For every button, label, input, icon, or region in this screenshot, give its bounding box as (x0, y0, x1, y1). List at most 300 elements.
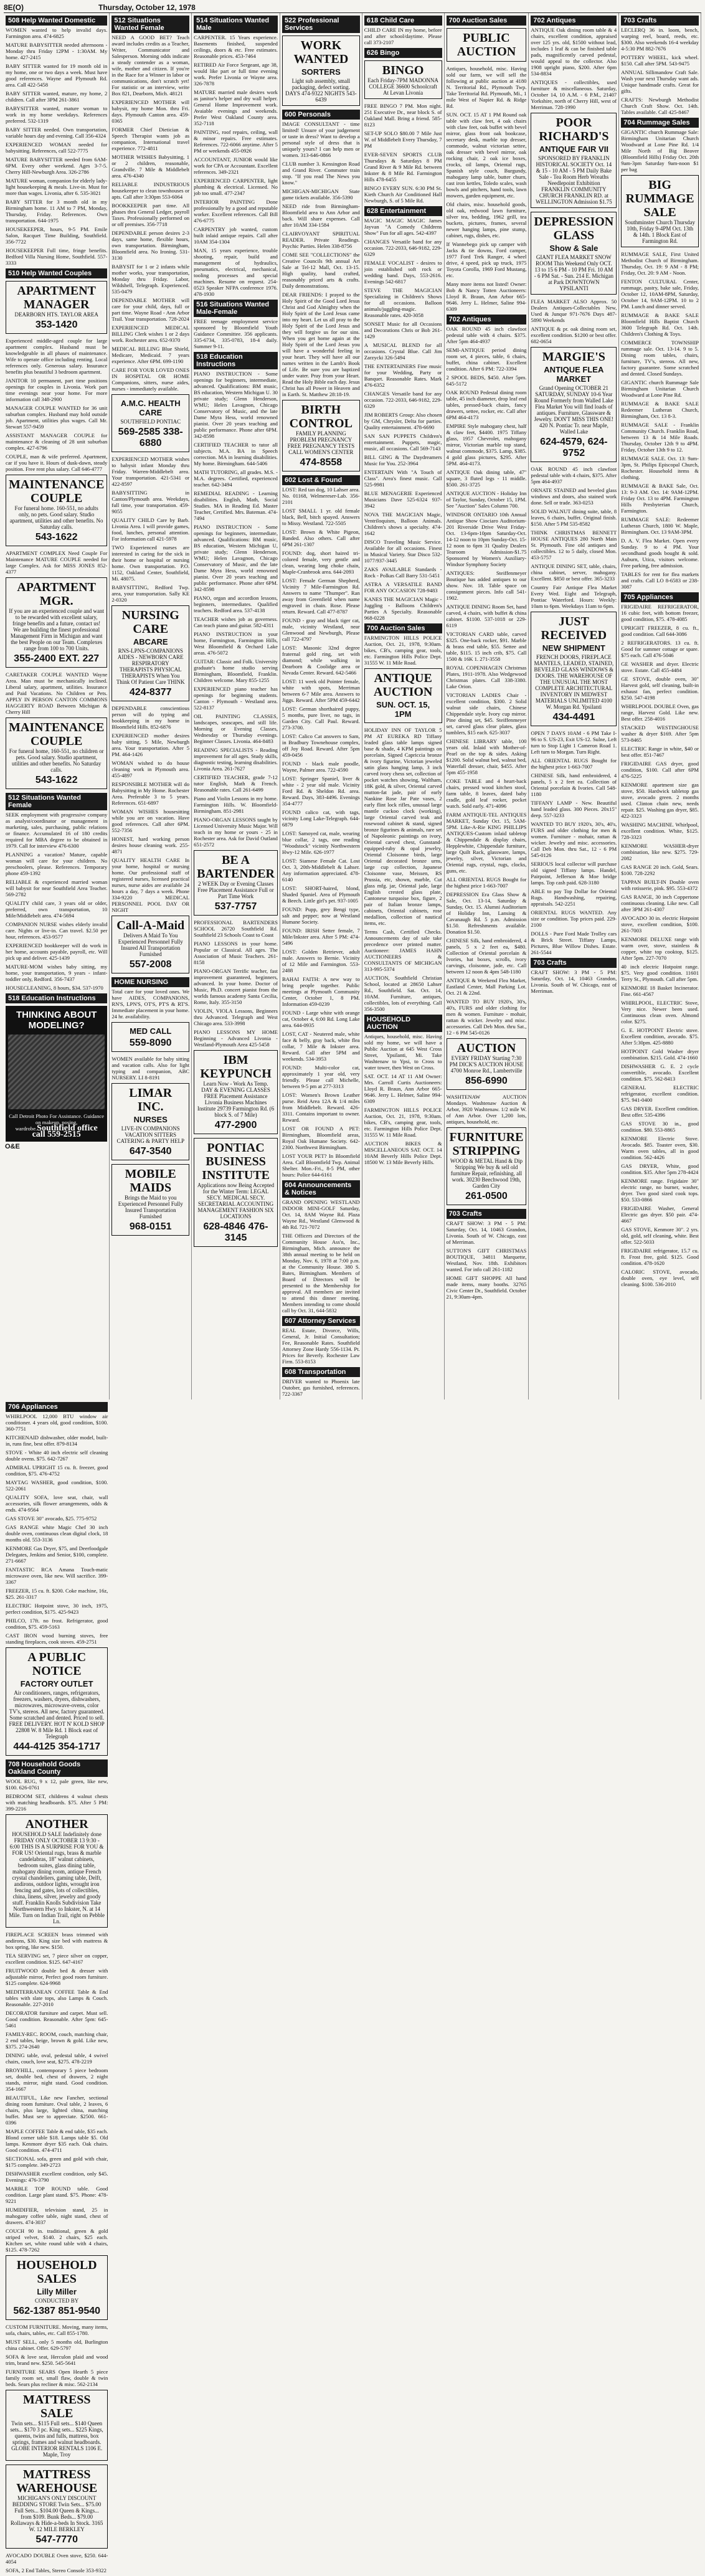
display-ad-tel: 624-4579, 624-9752 (540, 437, 608, 458)
classified-ad: CARPENTER. 15 Years experience. Basements finished, suspended ceilings, doors & etc. Free estimates. Reasonable prices. 453-7464 (194, 34, 278, 59)
classified-ad: ALL ORIENTAL RUGS Bought for the highest price 1-663-7007 (531, 757, 617, 770)
classified-ad: KANES THE MAGICIAN Magic - Juggling - Balloons Children's Parties A Specialty. Reasonable 968-0228 (364, 596, 442, 621)
classified-ad: NOVA THE MAGICIAN Magic, Ventriloquism, Balloon Animals. Children's shows a specialty. 474-1642 (364, 511, 442, 536)
classified-ad: Many more items not listed! Owner: Bob & Nancy Totten Auctioneers: Lloyd R. Braun, Ann Arbor 665-9646. Jerry L. Helmer, Saline 994-6309 (446, 281, 527, 312)
display-ad-sm: Light sub assembly, small packaging, defect sorting. DAYS 474-9322 NIGHTS 543-6439 (285, 78, 357, 103)
display-ad-sm: Brings the Maid to you Experienced Personnel Fully Insured Transportation Furnished (118, 1195, 183, 1219)
display-ad (194, 1138, 278, 1247)
classified-ad: THINK CHRISTMAS BENNETT HOUSE ANTIQUES 280 North Main St. Plymouth. Fine old antiques and collectibles. 12 to 5 daily, closed Mon. 453-5757 (531, 529, 617, 561)
display-ad (111, 394, 189, 452)
display-ad-ph: Southfield office call 559-2515 (32, 1124, 98, 1139)
classified-ad: REAL Estate, Divorce, Wills, General, Jr. Initial Consultation; Fee, Reasonable Rates. Southfield Attorney Zone Hardy 556-1134. Pt. Prices for Beverly. Rochester Law Firm. 553-8153 (282, 1327, 360, 1365)
classified-ad: MAPLE COFFEE Table & end table, $35 each. Blond corner table $18. Lamps table $5. Old lamps. Kenmore dryer $35 each. Oak chairs. Good condition. 474-4711 (6, 2128, 108, 2153)
section-heading: 706 Appliances (6, 1402, 108, 1412)
classified-ad: 2 SPOOL BEDS, $450. After 5pm. 645-5172 (446, 374, 527, 387)
display-ad-sm: Call Detroit Photo For Assistance. Guidance on makeup, posing, wardrobe. (9, 1113, 105, 1132)
classified-ad: FREEZER, 15 cu. ft. $200. Coke machine, 16z, $25. 261-3317 (6, 1588, 108, 1600)
classified-ad: ASSISTANT MANAGER COUPLE for maintenance & cleaning of 28 unit suburban complex. 427-6796 (6, 432, 108, 451)
display-ad-sm: 2 WEEK Day or Evening Classes Free Placement Assistance Full or Part Time Work (197, 881, 274, 899)
classified-ad: MAYTAG WASHER, good condition, $100. 522-2061 (6, 1479, 108, 1492)
classified-ad: EXPERIENCED CARPENTER, light plumbing & electrical. Licensed. No job too small. 477-2347 (194, 178, 278, 196)
display-ad-big: MAINTENANCE COUPLE (9, 478, 105, 505)
classified-ad: LOST: SHORT-haired, blond, Shaded Spaniel. Area of Plymouth & Beech. Little girl's pet. 937-1005 (282, 885, 360, 904)
display-ad (111, 605, 189, 701)
classified-ad: SONSET Music for all Occasions and Decorations Chris or Bob 261-1429 (364, 321, 442, 339)
classified-ad: CHINESE Silk, hand embroidered, 4 panels, 5 x 2 feet ea, $480. Collection of Oriental porcelain & Ivories, hat boxes, scrolls, ivory carvings, cloisonne, jade, etc. Call between 12 noon & 4pm 548-1180 (446, 937, 527, 975)
classified-ad: MANAGER COUPLE WANTED for 36 unit suburban complex. Husband may hold outside job. Apartment, utilities plus wages. Call Mr. Stewart 557-9459 (6, 405, 108, 430)
column-9 (4, 1399, 110, 2576)
display-ad-sm: Delivers A Maid To You Experienced Personnel Fully Insured All Transportation Furnished (118, 932, 183, 957)
classified-ad: ANTIQUE Oak dining room table & 4 chairs, excellent condition, appraised over 125 yrs. old, $1500 without lead, includes 1 leaf & can be finished table pads, magnificently carved pedestal, would appeal to the collector. Also 1908 upright piano, $200. After 6pm 534-8834 (531, 27, 617, 77)
section-heading: HOME NURSING (111, 977, 189, 987)
display-ad (6, 577, 107, 668)
classified-ad: JANITOR 10 permanent, part time positions openings for couples in Livonia. Work part time evenings near your home. For more information call 348-2900 (6, 377, 108, 402)
display-ad-big: MOBILE MAIDS (125, 1167, 176, 1195)
classified-ad: FLEA MARKET ALSO Approx. 50 Dealers Antiques-Collectables New, Used & Junque 971-7676 Days 487-5890 Weekends (531, 298, 617, 323)
classified-ad: SUTTON'S GIFT CHRISTMAS BOUTIQUE, 34811 Marquette, Westland, Nov. 18th. Exhibitors wanted. For info call 261-1182 (446, 1248, 527, 1272)
display-ad-big: POOR RICHARD'S (539, 116, 609, 143)
classified-ad: LOST: Golden Retriever, adult male. Answers to Bernie. Vicinity of 12 Mile and Farmington. 553-2488 (282, 949, 360, 973)
classified-ad: WOMAN wished to do house cleaning work in Plymouth area. 455-4897 (111, 760, 190, 779)
display-ad (621, 175, 699, 247)
display-ad-tel: 477-2900 (214, 1120, 257, 1130)
classified-ad: CRAFT SHOW: 3 PM - 5 PM: Saturday, Oct. 14, 10463 Grandon, Livonia. South of W. Chicago, east of Merriman. (446, 1220, 527, 1245)
classified-ad: LOST: Female German Shepherd, Vicinity 7 Mile-Farmington Rd. Answers to name "Thumper". Ran away from Greenfield when name engraved in chain. Rose. Please return. Reward. Call 477-8787 (282, 577, 360, 615)
classified-ad: COUPLE, man & wife preferred. Apartment, car if you have it. Hours of dusk-dawn, steady position. Free rent plus salary. Call 646-4777 (6, 453, 108, 472)
classified-ad: RELIABLE INDUSTRIOUS housekeeper to clean townhouses or apts. Call after 3:30pm 553-6064 (111, 181, 190, 200)
classified-ad: LOST, CAT - Neutered male, white face & belly, gray back, white flea collar, 7 Mile & Inkster area. Reward. Call after 5PM and weekends. 534-3953 (282, 1031, 360, 1062)
classified-ad: 40 inch electric Hotpoint range. $75. Very good condition. 11601 Terry St., Plymouth. Call after 5pm. (621, 964, 699, 982)
classified-ad: ANTIQUE & pr. oak dining room set, excellent condition. $1200 or best offer. 682-0654 (531, 326, 617, 344)
display-ad (194, 850, 278, 916)
classified-ad: MATURE woman, companion for elderly lady-light housekeeping & meals. Live-in. Must for more than wages. Livonia, after 6. 535-3021 (6, 178, 108, 196)
classified-ad: COMMERCE TOWNSHIP rummage sale. Oct. 13-14. 9 to 5. Dining room tables, chairs, furniture, TV's, stereos. All new, factory guarantee. Some scratched and dented. Closed Sundays. (621, 339, 699, 377)
display-ad-med: ANTIQUE FAIR VII (539, 144, 608, 154)
classified-ad: FORMER Chief Dietician & Speech Therapist wants job as companion, International travel experience. 772-4811 (111, 126, 190, 151)
classified-ad: WASHTENAW AUCTION Mondays. Washtenaw Auction & Arbor, 3920 Washtenaw. 1/2 mile W. of Ann Arbor. Over 1,200 lots, antiques, household, etc. (446, 1094, 527, 1125)
display-ad (282, 36, 360, 106)
classified-ad: AUCTION, Southfield Christian School, located at 28650 Lahser Rd., Southfield. Sat. Oct. 14, 10AM. Furniture, antiques, collectibles, lots of everything. Call 356-3500 (364, 975, 442, 1012)
classified-ad: WOMAN WISHES housesitting while you are on vacation. Have good references. Call after 6PM. 552-7356 (111, 808, 190, 833)
classified-ad: FREE teenage employment service sponsored by Bloomfield Youth Guidance Committee. 356 applicants. 335-6734, 335-0783, 18-4 daily. Summer 9-11. (194, 318, 278, 349)
classified-ad: WHIRLPOOL 12,000 BTU window air conditioner. 4 years old, good condition, $100. 360-7751 (6, 1413, 108, 1432)
display-ad-sm: LIVE-IN COMPANIONS VACATION SITTERS CATERING & PARTY HELP (116, 1125, 184, 1144)
classified-ad: WOOL RUG, 9 x 12, pale green, like new, $100. 626-0761 (6, 1778, 108, 1791)
classified-ad: UPRIGHT FREEZER, 8 cu. ft., good condition. Call 644-3086 (621, 625, 699, 637)
classified-ad: CRAFTS: Newburgh Methodist Church Craft Show. Oct. 14th. Tables available. Call 425-8467 (621, 97, 699, 115)
classified-ad: GE STOVE, double oven, 30" Harvest gold, self cleaning, built-in exhaust fan, perfect condition. $250. 547-4198 (621, 676, 699, 701)
section-heading: 708 Household Goods Oakland County (6, 1759, 108, 1777)
classified-ad: DEAR FRIENDS: I prayed to the Holy Spirit of the Good Lord Jesus Christ and God Almighty when the Holy Spirit of the Lord Jesus came into my heart. Let us all pray to the Holy Spirit of the Lord Jesus and they will forgive us for our sins. When you get home again at the Holy Spirit of the Lord Jesus you will have a wonderful feeling in your heart. They will have all our names written in the Lamb's Book of Life. Be sure you are baptized under water. Pray from your Heart. Read the Holy Bible each day. Jesus Christ has all Power in Heaven and in Earth. St. Matthew 28:18-19. (282, 291, 360, 397)
classified-ad: CAST IRON wood burning stoves, free standing fireplaces, cook stoves. 459-2751 (6, 1632, 108, 1645)
display-ad-tel: 261-0500 (465, 1191, 508, 1201)
classified-ad: LOST YOUR PET? In Bloomfield Area. Call Bloomfield Twp. Animal Shelter. Mon.-Fri., 8-5 PM, other hours: Police 644-6161 (282, 1153, 360, 1178)
display-ad (531, 347, 617, 462)
display-ad-sm: Twin sets... $115 Full sets... $140 Queen sets... $170 3 pc. King sets... $225 Kings, queens, twins and fulls, mattress, box springs, frames and walnut headboards. GLOBE INTERIOR RENTALS 1106 E. Maple, Troy (10, 2420, 103, 2458)
modeling-display-ad (6, 1006, 107, 1142)
display-ad-sm: RNS-LPNS-COMPANIONS AIDES - NEWBORN CARE RESPIRATORY THERAPISTS PHYSICAL THERAPISTS When You Think Of Patient Care THINK (116, 648, 185, 685)
display-ad (111, 1083, 189, 1160)
classified-ad: MAN, 15 years experience, trouble shooting, repair, build and management of hydraulics, pneumatics, electrical, mechanical, tooling processes and special machines. Resume on request. 254-0523 Speaker NFPA conference 1976. 478-1930 (194, 247, 278, 297)
display-ad-big: BINGO (382, 64, 424, 77)
display-ad (531, 212, 617, 295)
classified-ad: WANTED TO BUY 1920's, 30's, 40's, FURS and older clothing for men & women. Furniture - mohair, rattan & wicker. Jewelry and misc. accessories. Call Deb Mon. thru Sat., 12 - 6 PM 545-0126 (446, 998, 527, 1036)
classified-ad: HOUSEKEEPER Full time, fringe benefits. Bedford Villa Nursing Home, Southfield. 557-3333 (6, 247, 108, 266)
display-ad (194, 1050, 278, 1134)
display-ad-big: A PUBLIC NOTICE (27, 1650, 87, 1678)
classified-ad: PIANO LESSONS MY HOME Beginning - Advanced Livonia - Westland-Plymouth Area 425-5458 (194, 1029, 278, 1048)
display-ad-tel: 355-2400 EXT. 227 (14, 653, 100, 664)
display-ad (111, 1164, 189, 1236)
section-heading: 700 Auction Sales (447, 16, 527, 26)
classified-ad: DEPENDABLE MOTHER will care for your child, days, full or part time. Wayne Road - Ann Arbor Trail. Your transportation. 728-2024 (111, 297, 190, 322)
display-ad-tel: 353-1420 (35, 320, 78, 330)
display-ad-sm: MICHIGAN'S ONLY DISCOUNT BEDDING STORE Twin Sets... $75.00 Full Sets... $104.00 Queen & Kings... from $109. Bunk Beds... $79.00 Rollaways & Hide-a-beds In Stock. 3165 W. 12 MILE BERKLEY (10, 2495, 103, 2532)
classified-ad: BILL GING & The Daydreamers Music for You. 252-3964 (364, 454, 442, 466)
classified-ad: FOUND: IRISH Setter female, 7 Mile/Inkster area. After 5 PM: 474-5496 (282, 927, 360, 946)
classified-ad: FOUND: dog, short haired tri-colored female, very gentle and clean, wearing long choke chain, Maple-Cranbrook area. 644-2093 (282, 550, 360, 575)
classified-ad: 2 REFRIGERATORS. 13 cu. ft. Good for summer cottage or spare. $75 each. Call 476-5046 (621, 640, 699, 658)
classified-ad: SOFA & love seat, Herculon plaid and wood trim, brand new. $250. 545-5641 (6, 2354, 108, 2366)
classified-ad: BEDROOM SET, childrens 4 walnut chests with matching headboards. $75. After 5 PM: 399-2216 (6, 1793, 108, 1812)
classified-ad: ANTIQUE DINING SET, table, chairs, china cabinet, server, mahogany. Excellent. $850 or best offer. 365-3233 (531, 563, 617, 582)
classified-ad: FOUND: Multi-color cat, approximately 1 year old, very friendly. Please call Michelle, between 9-5 pm at 277-3313 (282, 1064, 360, 1089)
classified-ad: CRAFT SHOW: 3 PM - 5 PM: Saturday, Oct. 14, 10463 Grandon, Livonia. South of W. Chicago, east of Merriman. (531, 969, 617, 994)
display-ad-big: NURSING CARE (121, 608, 179, 636)
classified-ad: GAS STOVE 30 in., good condition. $80. 553-8865 (621, 1120, 699, 1133)
column-1 (4, 13, 110, 1399)
classified-ad: CHILD CARE IN my home, before and after school/daytime. Please call 373-2107 (364, 27, 442, 45)
classified-ad: RUMMAGE SALE, First United Methodist Church of Birmingham. Thursday, Oct. 19: 9 AM - 8 PM; Friday, Oct. 20: 9 AM - Noon. (621, 251, 699, 276)
classified-ad: PIANO LESSONS in your home. Popular or Classical. All ages. The Association of Music Teachers. 261-8158 (194, 940, 278, 965)
classified-ad: QUALITY CHILD Care by Barb. Livonia Area. I will provide games, food, lunches, personal attention. For information call 421-5978 (111, 517, 190, 542)
classified-ad: FRUITWOOD double bed & dresser with adjustable mirror, Perfect good room furniture. $125 complete. 624-9968 (6, 1968, 108, 1986)
section-heading: 618 Child Care (364, 16, 442, 26)
column-2 (110, 13, 192, 1399)
display-ad (6, 2390, 108, 2461)
classified-ad: RESPONSIBLE MOTHER will do Babysitting in My Home. Rochester Area. Preferable 3 to 5 years. References. 651-6897 (111, 781, 190, 806)
classified-ad: GRAND OPENING WESTLAND INDOOR MINI-GOLF Saturday, Oct. 14, 8AM Wayne Rd. Plaza Wayne Rd., Westland Glenwood & 4th Rd. 721-7072 (282, 1199, 360, 1230)
classified-ad: REMEDIAL READING - Learning disabilities. English, Math, Social Studies. MA in Reading Ed. Master Teacher, Certified. Mrs. Bateman. 474-7494 (194, 490, 278, 521)
classified-ad: WANTED TO BUY 1920's, 30's, 40's, FURS and older clothing for men & women. Furniture - mohair, rattan & wicker. Jewelry and misc. accessories. Call Deb Mon. thru Sat., 12 - 6 PM 545-0126 (531, 821, 617, 858)
classified-ad: SAT. OCT. 14 AT 11 AM Owner: Mrs. Carroll Curtis Auctioneers: Lloyd R. Braun, Ann Arbor 665-9646. Jerry L. Helmer, Saline 994-6309 (364, 1073, 442, 1104)
classified-ad: BABY SITTER needed. Own transportation, variable hours day and evening. Call 356-4324 (6, 126, 108, 139)
display-ad-sm: Applications now Being Accepted for the Winter Term: LEGAL SECY. MEDICAL SECY. SECRETARIAL ACCOUNTING MANAGEMENT FASHION SIX LOCATIONS (197, 1182, 275, 1219)
display-ad-big: APARTMENT MGR. (17, 580, 97, 608)
display-ad-big: ANOTHER (25, 1817, 88, 1831)
classified-ad: Antiques, household, misc. Having sold my home, we will have a Public Auction at 645 West Cross Street, Ypsilanti, Mi. Take Washtenaw to Ypsi, to Cross to water tower, then West on Cross. (364, 1033, 442, 1071)
display-ad-tel: 434-4491 (552, 712, 595, 722)
section-heading: 705 Appliances (621, 592, 699, 602)
display-ad-tt: THINKING ABOUT MODELING? (16, 1010, 97, 1031)
classified-ad: GAS STOVE 30" avocado, $25. 775-9752 (6, 1515, 97, 1522)
display-ad-med: ABCARE (133, 637, 168, 646)
classified-ad: HONEST, hard working person desires house cleaning work. 255-4871 (111, 836, 190, 855)
classified-ad: LOST SMALL 1 yr. old female black, Bell, bitch spayed. Answers to Missy. Westland. 722-5505 (282, 508, 360, 526)
classified-ad: ANNUAL Sillimandow Craft Sale. Wash your next Thursday want ads. Unique handmade crafts. Great for gifts. (621, 69, 699, 94)
classified-ad: FOUND - gray and black tiger cat, male, vicinity Westland, near Glenwood and Newburgh, Please call 722-4797 (282, 617, 360, 642)
classified-ad: FURNITURE SEARS Open Hearth 5 piece family room set, small flaw, double & twin beds. Sears plus recliner & misc. 562-2134 (6, 2369, 108, 2387)
display-ad (364, 668, 442, 723)
classified-ad: LOST: 11 week old Pointer female, white with spots, Merriman between 6-7 Mile area. Answers to Jiggs. Reward. After 5PM 459-6442 (282, 678, 360, 703)
section-heading: 604 Announcements & Notices (282, 1180, 360, 1198)
classified-ad: BABY SITTER wanted, mature, my home, 2 children. Call after 3PM 261-3861 (6, 90, 108, 103)
display-ad-big: Call-A-Maid (116, 919, 185, 932)
issue-date: Thursday, October 12, 1978 (98, 3, 196, 12)
section-heading: 508 Help Wanted Domestic (6, 16, 107, 26)
classified-ad: COUCH 90 in. traditional, green & gold striped velvet, $140. 2 chairs, $25 each. Kitchen set, white round table with 4 chairs, $125. 478-7262 (6, 2228, 108, 2253)
display-ad (282, 400, 360, 471)
classified-ad: PAINTING, roof repairs, ceiling, wall & minor repairs. Free estimates. References. 722-6066 anytime. After 5 PM or weekends 455-0926 (194, 129, 278, 154)
section-heading: 514 Situations Wanted Male (194, 16, 278, 33)
classified-ad: THE Officers and Directors of the Community House Ass'n, Inc., Birmingham, Mich. announce the 38th annual meeting to be held on Monday, Nov. 6, 1978 at 7:00 p.m. at the Community House. 380 S. Bates, Birmingham. Members of Board of Directors will be presented to the Membership for approval. All members are invited to attend this dinner meeting. Members intending to come should call by Oct. 31, 644-5832 (282, 1233, 360, 1314)
display-ad-tel: 424-8377 (129, 687, 172, 698)
classified-ad: KENMORE apartment size gas stove, $50. Hardwick tabletop gas stove, avocado green. 2 months used. Clinton chain new, needs repair. $25. Washing gas dryer, $85. 422-3323 (621, 782, 699, 819)
classified-ad: WHIRLPOOL, ELECTRIC Stove, Very nice. Newer been used. Continuous clean oven. Almond color. $275. (621, 1000, 699, 1025)
display-ad-big: AUCTION (457, 1041, 516, 1055)
classified-ad: ORIENTAL RUGS WANTED. Any size or condition. Top prices paid. 229-2100 (531, 909, 617, 928)
classified-ad: Antiques, household, misc. Having sold our farm, we will sell the following at public auction at 4180 N. Territorial Rd., Plymouth Twp. Take Territorial Rd. Plymouth, Mi., 1 mile West of Napier Rd. & Ridge Rd. (446, 65, 527, 109)
classified-ad: DEPENDABLE conscientious person will do typing and bookkeeping in my home in Bloomfield Hills. 852-6876 (111, 705, 190, 730)
section-heading: 512 Situations Wanted Female (111, 16, 189, 33)
display-ad-big: BIRTH CONTROL (289, 403, 352, 430)
classified-ad: RUMMAGE SALE. Oct. 13: 9am-3pm, St. Philips Episcopal Church, Rochester. Household items & clothing. (621, 455, 699, 480)
display-ad (447, 1038, 527, 1090)
classified-ad: DINING table, oval, pedestal table, 4 swivel chairs, couch, love seat, $275. 478-2219 (6, 2052, 108, 2065)
classified-ad: QUALITY HEALTH CARE In your home, hospital or nursing home. Our professional staff of registered nurses, licensed practical nurses, nurse aides are available 24 hours a day, 7 days a week. Phone 334-9220 MEDICAL PERSONNEL POOL DAY OR NIGHT (111, 857, 190, 913)
display-ad-big: MATTRESS WAREHOUSE (16, 2468, 98, 2495)
classified-ad: RUMMAGE & BAKE SALE Redeemer Lutheran Church, Birmingham, Oct. 13 8-3. (621, 400, 699, 419)
display-ad-sm: FAMILY PLANNING PROBLEM PREGNANCY FREE PREGNANCY TESTS CALL WOMEN'S CENTER (287, 430, 355, 455)
section-heading: 522 Professional Services (282, 16, 360, 33)
classified-ad: DEPENDABLE person desires 2-3 days, same home, flexible hours, own transportation. Birmingham, Bloomfield area. No Ironing. 531-3130 (111, 230, 190, 261)
classified-ad: MATURE-MOM wishes baby sitting, my home, your transportation, 9 years - infant-toddler only, Redford. 356-7437 (6, 964, 108, 982)
classified-ad: MATURE married male desires work as janitor's helper and dry wall helper. General Home Improvement work. Avaiable evenings and weekends. Prefer West Oakland County area. 352-7118 (194, 89, 278, 126)
display-ad-sm: Grand Opening OCTOBER 21 SATURDAY, SUNDAY 10-6 Year Round Formerly from Walled Lake Flea Market You will find loads of antiques. Furniture, Glassware & Jewelry. DON'T MISS THIS ONE! 420 N. Pontiac Tr. near Maple, Walled Lake (534, 385, 614, 435)
display-ad-med: MED CALL (130, 1026, 172, 1036)
display-ad-sm: If you are an experienced couple and want to be rewarded with excellent salary, fringe benefits and a future, contact us! We are building the finest professional Management Firm in Michigan and want the best People on our Team. Complexes range from 100 to 700 Units. (9, 608, 105, 651)
classified-ad: BROYHILL, contemporary 5 piece bedroom set, double bed, chest of drawers, 2 night stands, mirror, night stand. Good condition. 354-1667 (6, 2067, 108, 2092)
display-ad-big: MATTRESS SALE (22, 2393, 91, 2420)
classified-ad: COMPANION NURSE wishes elderly invalid care. Nights or live-in. Can travel. $2.50 per hour, references. 453-9577 (6, 921, 108, 940)
classified-ad: MOTHER WISHES Babysitting, 1 or 2 children, reasonable, Grandville. 7 Mile & Middlebelt area. 476-4340 (111, 154, 190, 179)
classified-ad: JIM ROBERTS Group: Also chosen by GM, Chrysler, Delta for parties. Quality entertainment. 478-6690 (364, 412, 442, 430)
classified-ad: G. E. HOTPOINT Electric stove. Excellent condition, avocado. $75. After 5:30pm. 425-8880 (621, 1027, 699, 1046)
display-ad-med: ANTIQUE FLEA MARKET (544, 365, 604, 384)
column-4 (280, 13, 362, 1399)
classified-ad: LOST: Women's Brown Leather purse. Reid Area 12A & 1/4 miles from Middlebelt. Reward. 426-3311. Contains important to owner. Reward. (282, 1092, 360, 1123)
classified-ad: BLUE MENAGERIE Experienced Musicians Dave 525-6324 937-3942 (364, 490, 442, 509)
display-ad-big: MAINTENANCE COUPLE (9, 721, 105, 748)
display-ad-med: FACTORY OUTLET (20, 1679, 93, 1688)
classified-ad: ASTRA A VERSATILE BAND FOR ANY OCCASION 728-9483 (364, 581, 442, 594)
classified-ad: MATH TUTORING, all grades. M.S. - M.A. degrees. Certified, experienced teacher. 642-3494 (194, 469, 278, 488)
classified-ad: MATURE BABYSITTER needed afternoons - Monday thru Friday 12PM - 1:30AM. My home. 427-2415 (6, 42, 108, 60)
classified-ad: THE ENTERTAINERS Fine music for your Wedding, Party or Banquet. Reasonable Rates. Mark 476-6352 (364, 363, 442, 388)
classified-ad: HOME GIFT SHOPPE All hand made items, many booths. 32765 Civic Center Dr., Southfield. October 21, 9:30am-4pm. (446, 1275, 527, 1300)
column-5 (362, 13, 445, 1399)
classified-ad: OIL PAINTING CLASSES, landscapes, seascapes, and still life. Morning or Evening Classes, Wednesday or Thursday evenings. Beginner Classes. Livonia. 464-8483 (194, 713, 278, 744)
classified-ad: BAHAI FAITH: A new way to bring people together. Public meetings at Plymouth Community Center, October 1, 8 PM. Information 459-0239 (282, 976, 360, 1007)
classified-ad: MEDICAL BILLING Blue Shield, Medicare, Medicaid. 7 years experience. After 6PM. 699-1190 (111, 346, 190, 364)
display-ad-big: FURNITURE STRIPPING (449, 1130, 524, 1158)
classified-ad: GAS RANGE 20 inch. Gold, Sears. $100. 728-2292 (621, 864, 699, 876)
classified-ad: D. A. V. Flea Market. Open every Sunday. 9 to 4 PM. Your secondhand goods bought & sold. Auburn, Utica, visitors welcome. Free parking, free admission. (621, 537, 699, 569)
classified-ad: ANTIQUE DINING Room Set, hand carved, 4 chairs, with buffet & china cabinet. $1100. 537-1018 or 229-6119 (446, 604, 527, 628)
display-ad-tel: 628-4846 476-3145 (203, 1221, 268, 1243)
classified-ad: AUCTION BIKES & MISCELLANEOUS SAT. OCT. 14 10AM Beverly Hills Police Dept. 18500 W. 13 Mile Beverly Hills. (364, 1140, 442, 1165)
model-photo (8, 1035, 105, 1109)
classified-ad: RUMMAGE & BAKE SALE Bloomfield Hills Baptist Church 3600 Telegraph Rd. Oct. 14th. Children's Clothing & Toys. (621, 312, 699, 337)
classified-ad: FRIGIDAIRE Washer, General Electric gas dryer. $50 pair. 474-4667 (621, 1205, 699, 1224)
display-ad-sm: For funeral home. 160-551, no adults only, no pets. Good salary. Studio apartment, utilities and other benefits. No Saturday calls. (9, 505, 103, 530)
classified-ad: LOST: Brown & White Pigeon, Banded. Also others. Call after 6PM 261-1307 (282, 529, 360, 547)
display-ad (6, 2465, 108, 2549)
classified-ad: OAK ROUND Pedestal dining room table, 45 inch diameter, drop leaf end tables, pressed-back chairs, fancy drawers, settee, rocker, etc. Call after 6PM 464-4173 (446, 389, 527, 420)
display-ad-sm: Southminster Church Thursday 10th, Friday 9-4PM Oct. 13th & 14th. 1 Block East of Farmington Rd. (625, 219, 696, 244)
classified-ad: LOST: Siamese Female Cat. Lost Oct. 3, 20th-Middlebelt & Lahser. Any information appreciated. 478-6140 (282, 858, 360, 883)
classified-ad: COKE TABLE and 4 heart-back chairs, pressed wood kitchen stool, farm table, 8 leaves, dated baby cradle, gold leaf rocker, pocket watch. Sold early. 471-4096 (446, 778, 527, 809)
classified-ad: ZAKS AVAILABLE Standards - Rock - Polkas Call Barry 531-5451 (364, 566, 442, 579)
classified-ad: FEMALE VOCALIST - desires to join established soft rock or wedding band. Days, 553-2616. Evenings 542-6817 (364, 260, 442, 285)
classified-ad: EXPERIENCED bookkeeper will do work in her home, accounts payable, payroll, etc. Will pick up and deliver. 425-1439 (6, 942, 108, 961)
classified-ad: ACCOUNTANT, JUNIOR would like work for CPA or Accountant. Excellent references. 349-2321 (194, 156, 278, 175)
classified-ad: EVER-SEVEN SPORTS CLUB Thursdays & Saturdays 8 PM Grand River & 9 Mile Rd. between Inkster & 8 Mile Rd. Farmington Hills 478-6455 (364, 151, 442, 182)
classified-ad: VIOLIN, VIOLA Lessons, Beginners thru Advanced. Telegraph and West Chicago area. 533-3998 (194, 1008, 278, 1026)
classified-ad: AVOCADO 30 in. electric Hotpoint stove, excellent condition, $100. 261-7003 (621, 915, 699, 934)
classified-ad: LOST: German shorthaired puppy, 5 months, pure liver, no tags, in Garden City. Call Paul. Reward. 273-3700. (282, 706, 360, 731)
display-ad-tel: 562-1387 851-9540 (13, 2306, 101, 2316)
display-ad (6, 1647, 108, 1756)
classified-ad: ANTIQUES: Steiffenmeyer Boutique has added antiques to our show. Nov. 18. Table space on consignment pieces. Info call 541-1902. (446, 570, 527, 601)
classified-ad: FAMILY-REC. ROOM, couch, matching chair, 2 end tables, beige, brown & gold. Like new, $375. 274-2640 (6, 2031, 108, 2050)
classified-ad: FRIGIDAIRE refrigerator, 15.7 cu. ft. Frost free, gold. $125. Good condition. 478-1620 (621, 1248, 699, 1266)
classified-ad: Piano and Violin Lessons in my home. Farmington Hills. W. Bloomfield-Birmingham. 851-2981 (194, 795, 278, 814)
display-ad-tel: 968-0151 (129, 1221, 172, 1232)
classified-ad: ENTERTAIN With "A Touch of Class". Area's finest music. Call 525-9981 (364, 469, 442, 488)
classified-ad: SECTIONAL sofa, green and gold with chair, $175 complete. 349-2723 (6, 2156, 108, 2168)
classified-ad: HOTPOINT Gold Washer dryer combination. $215. Gold. 474-1660 (621, 1048, 699, 1061)
classified-ad: APARTMENT COMPLEX Need Couple For Maintenance MATURE COUPLE needed for large Complex. Ask for MISS JONES 852-4377 (6, 550, 108, 575)
classified-ad: WINDSOR ONTARIO 10th Annual Antique Show Ciociaro Auditorium-201 Riverside Drive West Friday-Oct. 13-6pm-10pm Saturday-Oct. 14-12 noon to 10pm Sunday-Oct. 15-12 noon to 6pm 31 Quality Dealers Tearoom Admission-$1.75 Sponsored by Women's Auxiliary-Windsor Symphony Society (446, 511, 527, 567)
classified-ad: HOUSEKEEPER, hours, 9-5 PM. Emile Salon, Racquet Time Building, Southfield. 356-7722 (6, 226, 108, 245)
classified-ad: OPEN 7 DAYS 10AM - 6 PM Take I-96 to S. US-23, Exit US-12. Sulne, Left turn to Stop Light 1 Cameron Road 1. Left turn to Morgan. Turn Right. (531, 730, 617, 755)
classified-ad: DRIVER wanted to Phoenix late Outober, gas furnished, references. 722-3367 (282, 1378, 360, 1397)
classified-ad: AVOCADO DOUBLE Oven stove, $250. 644-4054 (6, 2552, 108, 2565)
classified-ad: TAPPAN BUILT-IN Double oven with rotisserie, pink. $95. 553-4372 (621, 879, 699, 891)
classified-ad: NEED A GOOD BET? Teach award includes credits as a Teacher, Writer, Communicator and Salesperson. Morning odds indicate a steady contender as a woman, wife, mother and citizen. If you're in the Race for a Winner in labor or communications, don't scratch yet! For statistic or an interview, write Box 821, Dearborn, Mich. 48121 (111, 34, 190, 97)
classified-ad: TABLES for rent for flea markets and crafts. Call LO 8-6583 or 238-3087 (621, 571, 699, 590)
classified-ad: EXPERIENCED WOMAN needed for babysitting. References, call 522-7775 (6, 141, 108, 154)
classified-ad: LOST OR FOUND A PET: Birmingham, Bloomfield areas, Royal Oak Humane Society. 642-2300. Northwest Birmingham. (282, 1125, 360, 1150)
display-ad-sm: Each Friday-7PM MADONNA COLLEGE 36600 Schoolcraft At Levan Livonia (367, 77, 438, 96)
classified-ad: PIANO-ORGAN Terrific teacher, fast improvement guaranteed, beginners, advanced. In your home. Doctor of Music, Ph.D. concert pianist from the worlds famous academy Santa Cecilia, Rome, Italy. 355-3150 (194, 968, 278, 1005)
classified-ad: GAS STOVE, Kenmore 30". 2 yrs. old, gold, self cleaning, white. Best offer. 522-5033 (621, 1226, 699, 1245)
classified-ad: GUITAR: Classic and Folk. University graduate's home studio serving Birmingham, Bloomfield, Franklin. Children welcome. Mary 855-1255 (194, 658, 278, 683)
classified-ad: KENMORE Gas Dryer, $75, and Deerfoodgale Delegates, Jenkins and Senior, $100, complete. 271-6667 (6, 1545, 108, 1564)
display-ad-sm: SPONSORED BY FRANKLIN HISTORICAL SOCIETY Oct. 14 & 15 - 10 AM - 5 PM Daily Bake Sale - Tea Room Herb Wreaths Needlepoint Exhibition FRANKLIN COMMUNITY CHURCH FRANKLIN RD. at WELLINGTON Admission $1.75 (536, 155, 612, 205)
display-ad-tel: 547-7770 (35, 2534, 78, 2545)
classified-ad: GE WASHER and dryer. Electric stove. Estate. Call 455-4484 (621, 661, 699, 673)
display-ad-sm: CONDUCTED BY (35, 2298, 79, 2304)
classified-ad: WASHING MACHINE. Whirlpool, excellent condition. White, $125. 728-3323 (621, 822, 699, 840)
section-heading: 702 Antiques (531, 16, 617, 26)
classified-ad: GIGANTIC church Rummage Sale Birmingham Unitarian Church Woodward at Lone Pine Rd. (621, 379, 699, 398)
display-ad-big: PONTIAC BUSINESS INSTITUTE (202, 1141, 270, 1182)
classified-ad: MATURE BABYSITTER needed from 6AM-6PM. Every other weekend. Ages 3-7-5. Cherry Hill-Newburgh Area. 326-2786 (6, 156, 108, 175)
classified-ad: BABYSIT for 1 or 2 infants while mother works, your transportation, Monday thru Friday. Labor, Wildshell, Telegraph. Experienced. 535-0479 (111, 263, 190, 295)
classified-ad: LOST: Samoyed cat, male, wearing blue collar, 2 tags, one reading "Woodstock" vicinity Northwestern Hwy-12 Mile. 626-1977 (282, 830, 360, 855)
classified-ad: QUALITY SOFA, love seat, chair, wall accessories, silk flower arrangements, odds & ends. 474-9564 (6, 1494, 108, 1513)
display-ad-sm: SOUTHFIELD PONTIAC (120, 419, 181, 425)
display-ad-big: PUBLIC AUCTION (457, 31, 516, 59)
classified-ad: KENMORE Electric Stove. Avocado. $85. Toaster oven, $30. Warm oven tables, all in good condition. 562-4426 (621, 1135, 699, 1160)
section-heading: 704 Rummage Sales (621, 118, 699, 128)
display-ad-med: SORTERS (301, 67, 341, 77)
classified-ad: INTERIOR PAINTING Done professionally by a good and reputable worker. Excellent references. Call Bill 476-6775 (194, 199, 278, 224)
classified-ad: WHIRLPOOL DOUBLE Oven, gas range, Harvest Gold. Like new. Best offer. 258-4016 (621, 703, 699, 722)
display-ad-tel: 559-8090 (129, 1038, 172, 1048)
classified-ad: OAK ROUND 45 inch clawfoot pedestal table with 4 chairs, $375. After 5pm 464-4937 (531, 466, 617, 485)
display-ad (364, 60, 442, 99)
classified-ad: BABY SITTER wanted for 19 month old in my home, one or two days a week. Must have good references. Wayne and Plymouth Rd. area. Call 422-5458 (6, 63, 108, 88)
display-ad-big: LIMAR INC. (129, 1086, 173, 1114)
display-ad-med: A.M.C. HEALTH CARE (120, 399, 181, 417)
section-heading: 510 Help Wanted Couples (6, 268, 107, 278)
classified-ad: GAS RANGE, 30 inch Coppertone continuous cleaning. Like new. Call after 3PM 261-4307 (621, 894, 699, 912)
classified-ad: HOLIDAY INN OF TAYLOR 5 PM AT EUREKA RD Tiffany leaded glass table lamps signed base & shade, 4 KPM paintings on porcelain, Signed Capriccia bronze & ivory figurine, Victorian jeweled satin glass hanging lamp, 3 inch carved ivory chess set, collection of pocket watches showing, Waltham, 18K gold, & silver, Oriental carved mutton-fat jade, pair of early Nankine Rose Jar Pate vases, 2 early flint lock rifles, unusual large mantle cuckoo clock (working), large Oriental carved teak and rosewood cabinet & stand, signed bronze figurines & animals, rare set of Napoleonic paintings on ivory, Oriental carved chest, Gunstand-equipped-ruby & opal jewelry, Oriental Cloisonne birds, large Oriental decorated bronze urns, large cup collection, Japanese Cloisonne vase, Meissen, RS Prussia, etc, shown, marble, Cut glass mfg. jar, Oriental jade, large English crested glass plate, Cantonese turquoise box, figure, 2 pair of Italian bronze lamps, cabinets, Oriental cabinets, rose medallion, collection of nautical items, etc. (364, 727, 442, 926)
display-ad-sm: EVERY FRIDAY Starting 7:30 PM DICK'S AUCTION HOUSE 4700 Monroe Rd., Lambertville (449, 1055, 524, 1074)
classified-ad: CARETAKER COUPLE WANTED Wayne Area. Man must be mechanically inclined. Liberal salary, apartment, utilities. Insurance and Paid Vacations. No Children or Pets. APPLY IN PERSON CANTON COMMONS HAGGERTY ROAD Between Michigan & Cherry Hill (6, 671, 108, 715)
classified-ad: Old chairs, misc. household goods, old oak, redwood lawn furniture, silver tea, bedding, 1962 grill, tea buckets, pictures, frames, several newer hanging lamps, pine stump, cabinet, rugs, dishes, etc. (446, 201, 527, 239)
classified-ad: Experienced middle-aged couple for large apartment complex. Husband must be knowledgeable in all phases of maintenance. Wife to operate office including renting. Local references only. Generous salary. Insurance benefits plus beautiful 3 bedroom apartment. (6, 338, 108, 375)
classified-ad: RUMMAGE & BAKE Sale, Oct. 13: 9-3 AM. Oct. 14: 9AM-12PM. Friday Oct. 13 to 4PM. Farmington Hills Presbyterian Church, Farmington. (621, 483, 699, 514)
classified-ad: ADMIRAL UPRIGHT 15 cu. ft. freezer, good condition, $75. 476-4752 (6, 1464, 108, 1477)
classified-ad: EMPIRE Style mahogany chest, half & claw feet, $4400. 1975 Tiffany glass, 1957 Chevrolet, mahogany mirror, Victorian marble top stand, walnut commode, $375. Lamp, $385. 4 gold glass pictures, $295. After 5PM. 464-4173. (446, 423, 527, 466)
classified-ad: NEED ride from Birmingham-Bloomfield area to Ann Arbor and back. Will share expenses. Call after 10AM 334-1584 (282, 203, 360, 228)
classified-ad: LOST: Calico Cat answers to Sam, in Bradbury Townehouse complex, off Joy Road. Reward. After 5pm 459-0456 (282, 733, 360, 758)
classified-ad: GIGANTIC church Rummage Sale: Birmingham Unitarian Church Woodward at Lone Pine Rd. 1/4 Mile North of Big Beaver (Bloomfield Hills) Friday Oct. 20th 9am-3pm Saturday 9am-noon $1 per bag (621, 129, 699, 173)
classified-ad: Terms Cash, Certified Checks. Announcements day of sale take precedence over printed matter. Auctioneer: JAMES HAHN AUCTIONEERS & CONSULTANTS OF MICHIGAN 313-995-5374 (364, 929, 442, 972)
classified-ad: CALORIC STOVE, avocado, double oven, eye level, self cleaning. $100. 536-2010 (621, 1269, 699, 1287)
column-6 (445, 13, 529, 1399)
classified-ad: BABY SITTER for 3 month old in my Birmingham home. 11 AM to 7 PM, Monday, Thursday, Friday. References. Own transportation. 644-1975 (6, 199, 108, 224)
display-ad-sm: DEARBORN HTS. TAYLOR AREA (14, 311, 98, 318)
footer-mark: O&E (5, 1143, 20, 1150)
classified-ad: RETIRED Air Force Sergeant, age 38, would like part or full time evening work. Prefer Livonia or Wayne area. 326-7878 (194, 62, 278, 87)
display-ad-sm: HOUSEHOLD SALE Indefinitely done FRIDAY ONLY OCTOBER 13 9:30 - 6:00 THIS IS A SURPRISE FOR YOU & FOR US! Oriental rugs, brass & marble candelabras, 18" walnut cabinets, bedroom suites, glass dining table, mahogany dining room, antique French crystal chandeliers, gaming table, Delft, andirons, outdoor lights, wrought iron fencing and gates, lots of collectibles, china, linens, silver, jewelry and goody stuff. Franklin Knolls Subdivision Take Northwestern Hwy. to Inkster, N. at 14 Mile. Turn on Indian Trail, right on Pebble Ln. (9, 1831, 105, 1925)
classified-ad: RELIABLE & experienced married woman will babysit for near Southfield Area Teacher. 569-2782 (6, 879, 108, 897)
classified-ad: CHINESE LIBRARY table, 100 years old. Inlaid with Mother-of-Pearl on the top & sides. Asking $1200. Solid walnut bed, walnut bed, Waterfall dresser, chair, $455. After 5pm 455-1958 (446, 738, 527, 775)
classified-ad: TEACHER wishes job as governess. Can teach piano and guitar. 582-4311 (194, 616, 278, 628)
classified-ad: WOMEN available for baby sitting and vacation calls. Also for light typing and companion, ABC NURSERY. LI 8-8191 (111, 1056, 190, 1081)
section-heading: 512 Situations Wanted Female (6, 793, 107, 810)
section-heading: 703 Crafts (531, 958, 617, 968)
display-ad-big: DEPRESSION GLASS (534, 215, 614, 242)
display-ad-tel: 543-1622 (35, 775, 78, 785)
display-ad-med: NURSES (133, 1115, 168, 1124)
section-heading: 518 Education Instructions (6, 993, 107, 1003)
classified-ad: KENMORE range. Frigidaire 30" electric range, no burner, washer, dryer. Two good sized cook tops. $50. 533-0866 (621, 1178, 699, 1203)
column-8 (619, 13, 701, 1399)
classified-ad: LOST: Springer Spaniel, liver & white - 2 year old male. Vicinity Ford Rd. & Sheldon Rd. area. Reward. Days, 383-4496. Evenings 354-4777 (282, 775, 360, 807)
classified-ad: PROFESSIONAL BARTENDERS SCHOOL 26720 Southfield Rd. Southfield 23 Schools Coast to Coast (194, 919, 278, 938)
display-ad-sm: Learn Now - Work As Temp. DAY & EVENING CLASSES FREE Placement Assistance Livonia Business Machines Institute 29739 Farmington Rd. (6 block S. of 7 Mile) (197, 1081, 275, 1118)
classified-columns (4, 13, 701, 2574)
display-ad-big: HOUSEHOLD SALES (16, 2258, 97, 2286)
classified-ad: FOUND - black male poodle, Wayne, Palmer area. 722-4590 (282, 760, 360, 773)
classified-ad: PIANO INSTRUCTION - Some openings for beginners, intermediate, advanced. Qualifications: BM music, BS education, Western Michigan U. 30 private study; Glenn Henderson, WMU; Helen Lavagnon, Chicago Conservatory of Music, and the late Dame Myra Hess, world renowned pianist. Over 20 years teaching and public performance. Phone after 6PM. 342-8598 (194, 371, 278, 439)
